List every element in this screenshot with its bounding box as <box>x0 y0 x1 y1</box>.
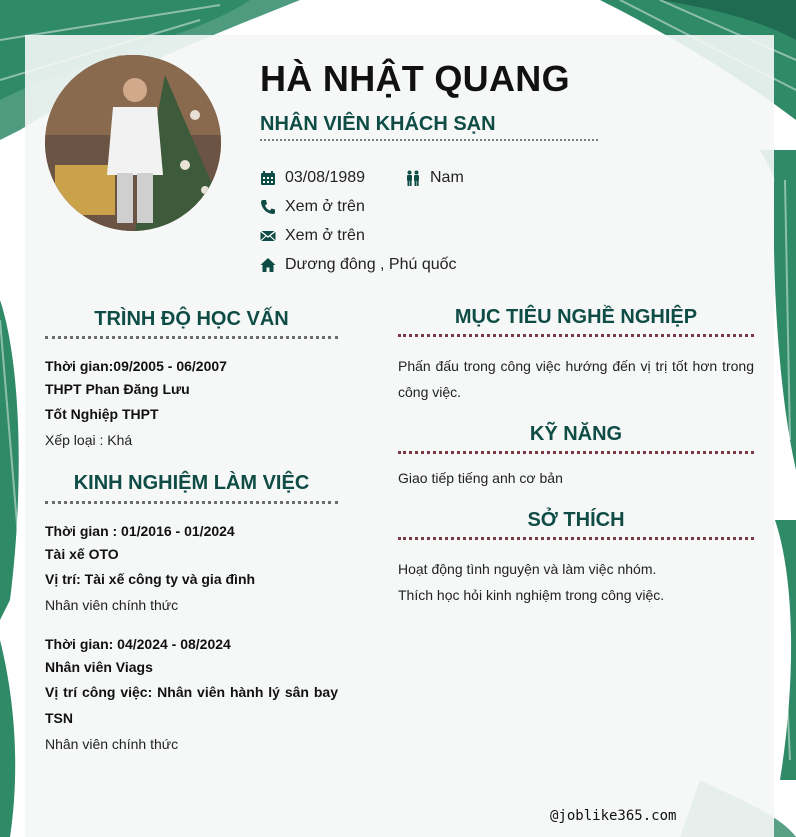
gender-icon <box>405 170 421 186</box>
email-row <box>260 227 365 245</box>
education-school: THPT Phan Đăng Lưu <box>45 381 190 397</box>
hobbies-heading: SỞ THÍCH <box>527 509 625 531</box>
skills-divider <box>398 451 754 454</box>
hobby-item: Thích học hỏi kinh nghiệm trong công việc. <box>398 587 665 603</box>
address-value: Dương đông , Phú quốc <box>285 256 457 273</box>
experience-heading: KINH NGHIỆM LÀM VIỆC <box>73 472 310 494</box>
address-row <box>260 256 457 274</box>
phone-icon <box>260 199 276 215</box>
job-type: Nhân viên chính thức <box>45 597 179 613</box>
watermark-text: @joblike365.com <box>550 808 677 824</box>
phone-row <box>260 198 365 216</box>
job-company: Tài xế OTO <box>45 546 119 562</box>
job-period: Thời gian: 04/2024 - 08/2024 <box>45 636 231 652</box>
dob-value: 03/08/1989 <box>285 169 366 186</box>
hobby-item: Hoạt động tình nguyện và làm việc nhóm. <box>398 561 657 577</box>
education-grade: Xếp loại : Khá <box>45 432 133 448</box>
education-divider <box>45 336 338 339</box>
objective-heading: MỤC TIÊU NGHỀ NGHIỆP <box>454 306 698 328</box>
title-divider <box>260 139 598 141</box>
job-title: NHÂN VIÊN KHÁCH SẠN <box>260 113 496 135</box>
skills-text: Giao tiếp tiếng anh cơ bản <box>398 470 563 486</box>
profile-photo <box>45 55 221 231</box>
job-period: Thời gian : 01/2016 - 01/2024 <box>45 523 235 539</box>
job-type: Nhân viên chính thức <box>45 736 179 752</box>
email-value: Xem ở trên <box>285 227 365 244</box>
gender-row <box>405 169 464 187</box>
experience-divider <box>45 501 338 504</box>
calendar-icon <box>260 170 276 186</box>
objective-text: Phấn đấu trong công việc hướng đến vị trị tốt hơn trong công việc. <box>398 358 754 400</box>
hobbies-divider <box>398 537 754 540</box>
job-position: Vị trí công việc: Nhân viên hành lý sân bay TSN <box>45 684 338 726</box>
envelope-icon <box>260 228 276 244</box>
skills-heading: KỸ NĂNG <box>529 423 623 445</box>
education-degree: Tốt Nghiệp THPT <box>45 406 159 422</box>
education-heading: TRÌNH ĐỘ HỌC VẤN <box>94 308 289 330</box>
job-position: Vị trí: Tài xế công ty và gia đình <box>45 571 256 587</box>
objective-divider <box>398 334 754 337</box>
gender-value: Nam <box>430 169 464 186</box>
job-company: Nhân viên Viags <box>45 659 153 675</box>
full-name: HÀ NHẬT QUANG <box>260 58 570 99</box>
phone-value: Xem ở trên <box>285 198 365 215</box>
dob-row <box>260 169 365 187</box>
home-icon <box>260 257 276 273</box>
education-period: Thời gian:09/2005 - 06/2007 <box>45 358 227 374</box>
